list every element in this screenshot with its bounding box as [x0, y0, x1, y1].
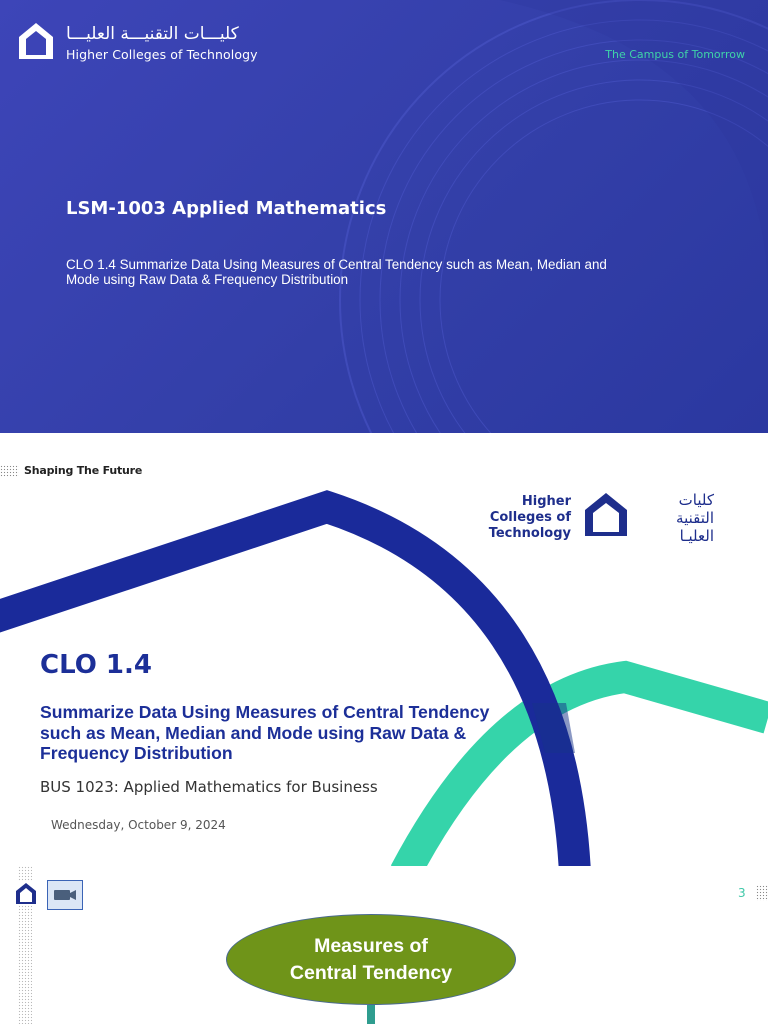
org-arabic-name: كليـــات التقنيـــة العليـــا	[66, 24, 239, 44]
clo-summary: Summarize Data Using Measures of Central Tendency such as Mean, Median and Mode using Raw Data & Frequency Distribution	[40, 702, 490, 763]
video-camera-icon[interactable]	[47, 880, 83, 910]
logo-arabic-line: كليات	[678, 491, 714, 509]
hct-logo-icon	[15, 881, 37, 905]
clo-heading: CLO 1.4	[40, 650, 152, 680]
central-tendency-oval	[226, 914, 516, 1005]
hct-logo-icon	[582, 490, 630, 538]
logo-text-line: Technology	[488, 526, 571, 541]
title-slide	[0, 0, 768, 433]
logo-text-line: Higher	[521, 494, 571, 509]
page-number: 3	[738, 886, 746, 900]
hct-logo-icon	[17, 21, 55, 61]
dots-pattern-icon	[0, 465, 19, 477]
logo-text	[470, 494, 571, 542]
camera-glyph-icon	[53, 888, 77, 902]
diagram-connector	[367, 1005, 375, 1024]
oval-line-1: Measures of	[314, 934, 428, 957]
oval-line-2: Central Tendency	[289, 961, 453, 984]
content-slide	[0, 866, 768, 1024]
page-dots-decoration	[756, 885, 768, 901]
slide-subtitle: CLO 1.4 Summarize Data Using Measures of Central Tendency such as Mean, Median and Mode using Raw Data & Frequency Distribution	[66, 257, 607, 287]
logo-arabic-line: العليـا	[679, 527, 714, 545]
course-title: BUS 1023: Applied Mathematics for Business	[40, 778, 378, 796]
slide-date: Wednesday, October 9, 2024	[51, 818, 226, 832]
logo-text-line: Colleges of	[489, 510, 571, 525]
slide-title: LSM-1003 Applied Mathematics	[66, 198, 387, 219]
logo-arabic	[638, 491, 714, 545]
org-name: Higher Colleges of Technology	[66, 47, 258, 62]
tagline: The Campus of Tomorrow	[605, 48, 745, 61]
clo-slide	[0, 433, 768, 866]
logo-arabic-line: التقنية	[676, 509, 714, 527]
header-label: Shaping The Future	[24, 464, 143, 477]
